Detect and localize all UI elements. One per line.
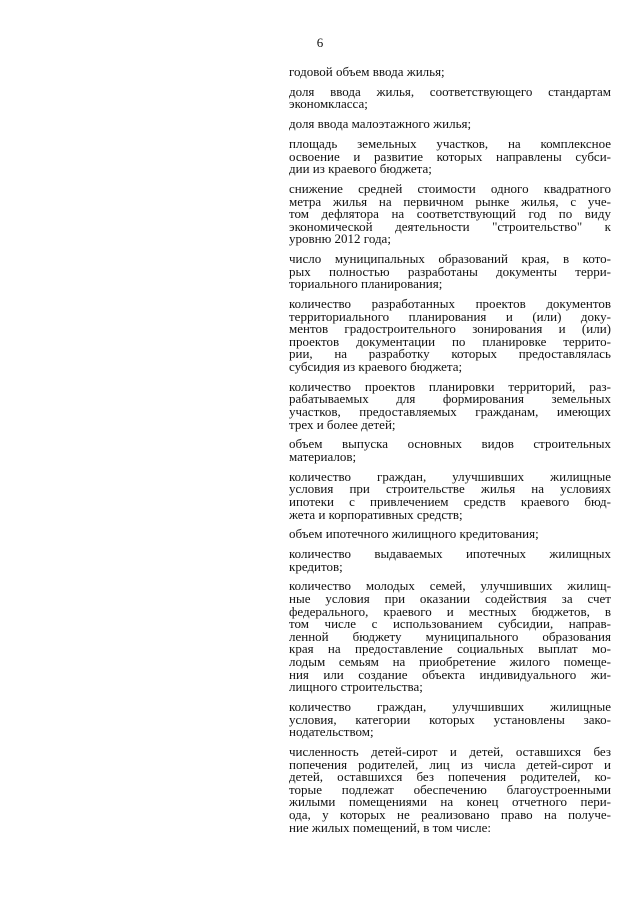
- indicator-line: нодательством;: [289, 724, 374, 740]
- indicator-line: количество граждан, улучшивших жилищные: [289, 468, 611, 484]
- indicator-line: ода, у которых не реализовано право на получе-: [289, 806, 611, 822]
- indicator-line: рых полностью разработаны документы терри-: [289, 263, 611, 279]
- indicator-line: том числе с использованием субсидии, направ-: [289, 616, 611, 632]
- indicator-item: [289, 135, 611, 177]
- indicator-line: уровню 2012 года;: [289, 231, 391, 247]
- indicator-item: [289, 83, 611, 112]
- indicator-line: попечения родителей, лиц из числа детей-сирот и: [289, 756, 611, 772]
- indicator-line: трех и более детей;: [289, 416, 396, 432]
- indicator-line: снижение средней стоимости одного квадратного: [289, 180, 611, 196]
- page-number: 6: [316, 35, 324, 50]
- indicator-line: площадь земельных участков, на комплексное: [289, 135, 611, 151]
- indicator-item: [289, 378, 611, 432]
- indicator-item: [289, 698, 611, 740]
- indicator-line: жета и корпоративных средств;: [289, 506, 463, 522]
- indicator-line: материалов;: [289, 448, 357, 464]
- indicator-line: ние жилых помещений, в том числе:: [289, 819, 491, 835]
- indicator-line: количество разработанных проектов документов: [289, 296, 611, 312]
- indicator-item: [289, 528, 611, 541]
- indicator-item: [289, 180, 611, 247]
- indicator-line: количество граждан, улучшивших жилищные: [289, 698, 611, 714]
- indicator-item: [289, 66, 611, 79]
- indicator-line: количество проектов планировки территорий, раз-: [289, 378, 611, 394]
- indicator-line: экономической деятельности "строительство" к: [289, 218, 611, 234]
- indicator-line: доля ввода малоэтажного жилья;: [289, 116, 472, 132]
- indicator-line: кредитов;: [289, 558, 343, 574]
- indicator-line: ленной бюджету муниципального образования: [289, 628, 611, 644]
- indicator-item: [289, 743, 611, 835]
- indicator-line: условия, категории которых установлены зако-: [289, 711, 611, 727]
- indicator-line: лищного строительства;: [289, 679, 423, 695]
- indicator-line: края на предоставление социальных выплат мо-: [289, 641, 611, 657]
- indicator-item: [289, 298, 611, 374]
- indicator-line: ния или создание объекта индивидуального жи-: [289, 666, 611, 682]
- indicator-line: доля ввода жилья, соответствующего стандартам: [289, 83, 611, 99]
- indicator-line: участков, предоставляемых гражданам, имеющих: [289, 403, 611, 419]
- indicator-line: ные условия при оказании содействия за счет: [289, 591, 611, 607]
- indicator-line: детей, оставшихся без попечения родителей, ко-: [289, 769, 611, 785]
- indicator-line: численность детей-сирот и детей, оставшихся без: [289, 743, 611, 759]
- indicator-line: ментов градостроительного зонирования и (или): [289, 321, 611, 337]
- indicator-line: дии из краевого бюджета;: [289, 161, 432, 177]
- indicator-line: федерального, краевого и местных бюджетов, в: [289, 603, 611, 619]
- indicator-line: территориального планирования и (или) доку-: [289, 308, 611, 324]
- indicator-line: том дефлятора на соответствующий год по виду: [289, 206, 611, 222]
- indicator-line: освоение и развитие которых направлены субси-: [289, 148, 611, 164]
- indicator-line: число муниципальных образований края, в кото-: [289, 251, 611, 267]
- indicator-line: ипотеки с привлечением средств краевого бюд-: [289, 493, 611, 509]
- indicator-line: жилыми помещениями на конец отчетного пери-: [289, 794, 611, 810]
- indicator-line: рии, на разработку которых предоставлялась: [289, 346, 611, 362]
- indicator-line: количество молодых семей, улучшивших жилищ-: [289, 578, 611, 594]
- indicator-line: экономкласса;: [289, 96, 368, 112]
- indicator-line: условия при строительстве жилья на условиях: [289, 481, 611, 497]
- indicator-item: [289, 468, 611, 522]
- indicator-item: [289, 548, 611, 573]
- indicator-line: объем ипотечного жилищного кредитования;: [289, 526, 539, 542]
- indicator-line: лодым семьям на приобретение жилого помеще-: [289, 654, 611, 669]
- indicator-line: субсидия из краевого бюджета;: [289, 359, 463, 374]
- indicator-item: [289, 253, 611, 291]
- indicator-line: рабатываемых для формирования земельных: [289, 391, 611, 407]
- indicator-list: [289, 66, 611, 841]
- indicator-line: количество выдаваемых ипотечных жилищных: [289, 546, 611, 562]
- indicator-item: [289, 580, 611, 693]
- indicator-line: торые подлежат обеспечению благоустроенными: [289, 781, 611, 797]
- indicator-item: [289, 118, 611, 131]
- indicator-line: ториального планирования;: [289, 276, 443, 292]
- indicator-line: годовой объем ввода жилья;: [289, 64, 445, 79]
- indicator-line: метра жилья на первичном рынке жилья, с уче-: [289, 193, 611, 209]
- indicator-item: [289, 438, 611, 463]
- indicator-line: объем выпуска основных видов строительных: [289, 436, 611, 452]
- indicator-line: проектов документации по планировке террито-: [289, 333, 611, 349]
